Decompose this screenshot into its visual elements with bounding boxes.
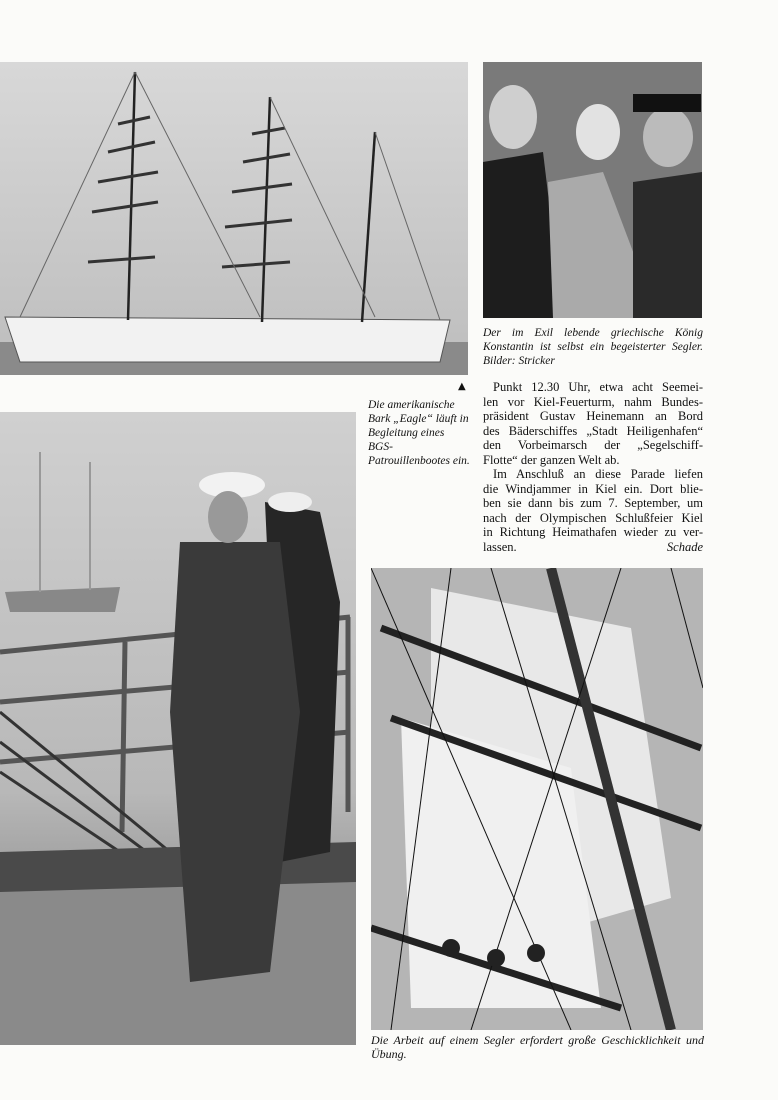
- people-photo: [483, 62, 702, 318]
- article-last-line: lassen.: [483, 539, 517, 554]
- sails-photo: [371, 568, 703, 1030]
- caption-pointer-icon: ▲: [458, 381, 466, 392]
- article-line: den Vorbeimarsch der „Segelschiff-: [483, 438, 703, 452]
- portrait-caption: Der im Exil lebende griechische König Konstantin ist selbst ein begeisterter Segler. Bilder: Stricker: [483, 327, 703, 367]
- tall-ship-photo: [0, 62, 468, 375]
- article-line: Flotte“ der ganzen Welt ab.: [483, 452, 620, 467]
- article-line: die Windjammer in Kiel ein. Dort blie-: [483, 481, 703, 496]
- article-line: [483, 540, 703, 555]
- author-signature: Schade: [666, 539, 703, 554]
- article-line: nach der Olympischen Schlußfeier Kiel: [483, 510, 703, 525]
- article-line: ben sie dann bis zum 7. September, um: [483, 496, 703, 510]
- article-body: [483, 380, 703, 554]
- sailors-photo: [0, 412, 356, 1045]
- ship-caption: Die amerikanische Bark „Eagle“ läuft in Begleitung eines BGS-Patrouillenbootes ein.: [368, 399, 470, 467]
- sails-caption: Die Arbeit auf einem Segler erfordert große Geschicklichkeit und Übung.: [371, 1033, 704, 1061]
- article-line: präsident Gustav Heinemann an Bord: [483, 409, 703, 423]
- article-line: len vor Kiel-Feuerturm, nahm Bundes-: [483, 394, 703, 409]
- article-line: Im Anschluß an diese Parade liefen: [493, 467, 703, 481]
- article-line: Punkt 12.30 Uhr, etwa acht Seemei-: [493, 380, 703, 394]
- article-line: des Bäderschiffes „Stadt Heiligenhafen“: [483, 423, 703, 438]
- article-line: in Richtung Heimathafen wieder zu ver-: [483, 525, 703, 539]
